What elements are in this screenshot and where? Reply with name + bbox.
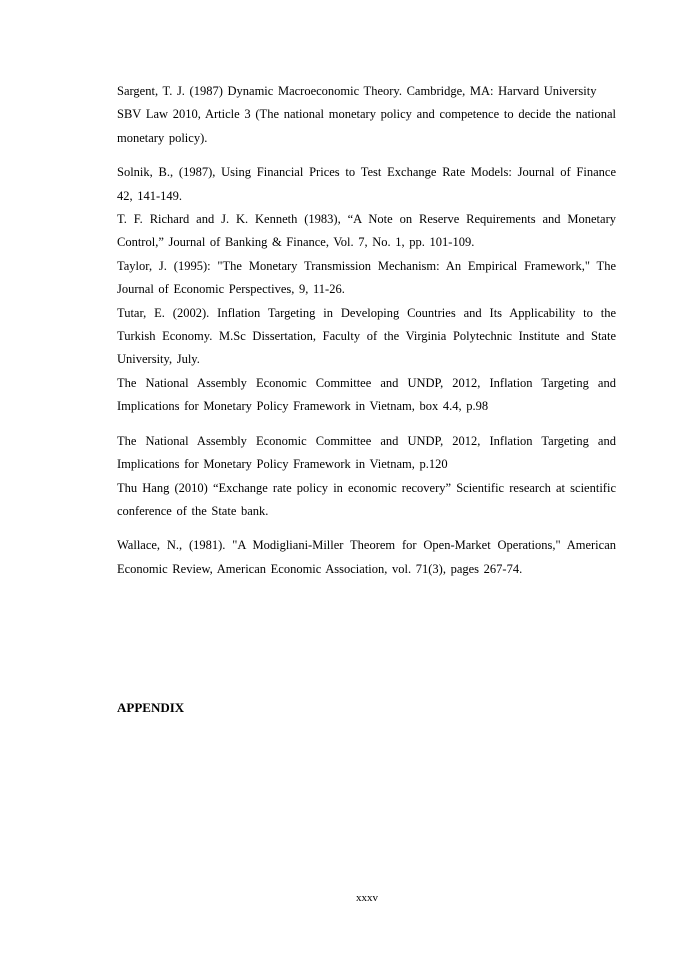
reference-sbv-law: SBV Law 2010, Article 3 (The national monetary policy and competence to decide the national monetary policy). (117, 107, 616, 145)
reference-list (117, 80, 616, 581)
reference-tutar: Tutar, E. (2002). Inflation Targeting in Developing Countries and Its Applicability to the Turkish Economy. M.Sc Dissertation, Faculty of the Virginia Polytechnic Institute and State University, July. (117, 305, 616, 367)
reference-national-assembly-2: The National Assembly Economic Committee and UNDP, 2012, Inflation Targeting and Implications for Monetary Policy Framework in Vietnam, p.120 (117, 433, 616, 472)
reference-national-assembly-1: The National Assembly Economic Committee and UNDP, 2012, Inflation Targeting and Implications for Monetary Policy Framework in Vietnam, box 4.4, p.98 (117, 375, 616, 414)
reference-richard-kenneth: T. F. Richard and J. K. Kenneth (1983), “A Note on Reserve Requirements and Monetary Control,” Journal of Banking & Finance, Vol. 7, No. 1, pp. 101-109. (117, 212, 616, 250)
reference-sargent: Sargent, T. J. (1987) Dynamic Macroeconomic Theory. Cambridge, MA: Harvard University (117, 84, 597, 98)
appendix-heading: APPENDIX (117, 700, 185, 715)
page-number: xxxv (356, 892, 378, 904)
reference-solnik: Solnik, B., (1987), Using Financial Prices to Test Exchange Rate Models: Journal of Finance 42, 141-149. (117, 165, 616, 203)
reference-wallace: Wallace, N., (1981). "A Modigliani-Miller Theorem for Open-Market Operations," American Economic Review, American Economic Association, vol. 71(3), pages 267-74. (117, 538, 616, 576)
reference-thu-hang: Thu Hang (2010) “Exchange rate policy in economic recovery” Scientific research at scientific conference of the State bank. (117, 480, 616, 518)
reference-taylor: Taylor, J. (1995): "The Monetary Transmission Mechanism: An Empirical Framework," The Journal of Economic Perspectives, 9, 11-26. (117, 258, 616, 297)
